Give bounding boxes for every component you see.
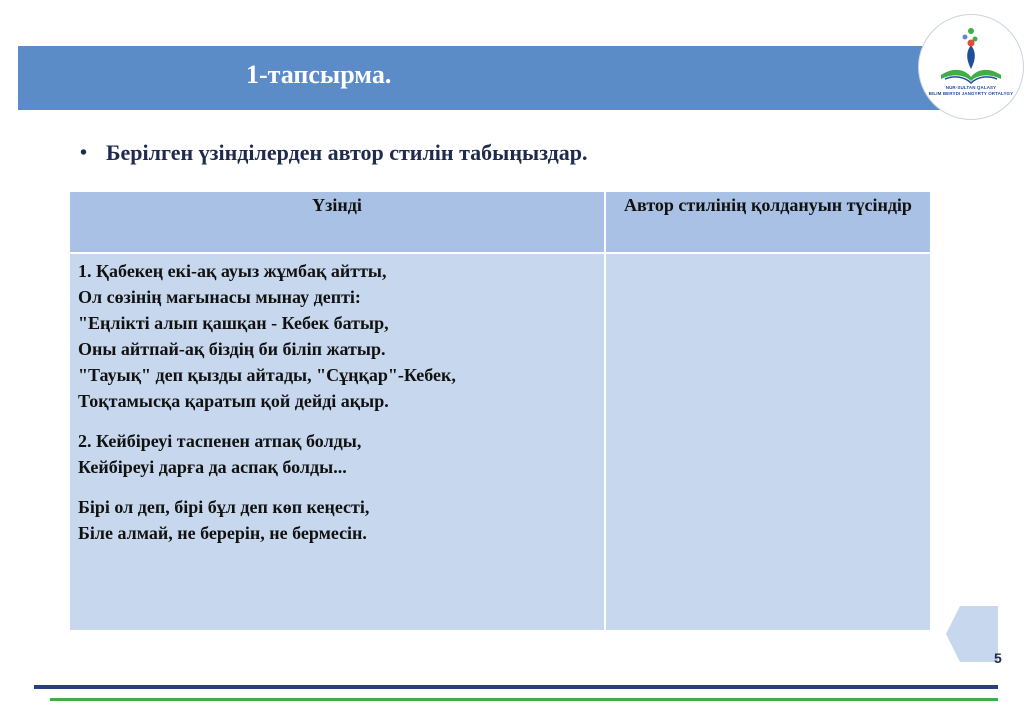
header-author-style: Автор стилінің қолдануын түсіндір [605,191,931,253]
answer-cell[interactable] [605,253,931,631]
instruction-text: Берілген үзінділерден автор стилін табыңыздар. [106,140,588,165]
poem-line: Кейбіреуі дарға да аспақ болды... [78,457,347,477]
poem-line-text: . Кейбіреуі таспенен атпақ болды, [87,431,362,451]
stanza-number: 2 [78,431,87,451]
stanza-3 [78,494,596,546]
footer-rule-blue [34,685,998,689]
poem-line: "Еңлікті алып қашқан - Кебек батыр, [78,313,389,333]
poem-line: Бірі ол деп, бірі бұл деп көп кеңесті, [78,497,370,517]
poem-line: Ол сөзінің мағынасы мынау депті: [78,287,361,307]
page-number: 5 [994,650,1002,666]
poem-line: "Тауық" деп қызды айтады, "Сұңқар"-Кебек, [78,365,456,385]
task-table [68,190,932,632]
poem-line: 1. Қабекең екі-ақ ауыз жұмбақ айтты, [78,261,387,281]
logo [918,14,1024,120]
poem-line: Біле алмай, не берерін, не бермесін. [78,523,367,543]
footer-rule-green [50,698,998,701]
table-row [69,253,931,631]
bullet-icon: • [80,142,88,164]
table-header-row [69,191,931,253]
poem-line [78,428,596,454]
poem-line: Тоқтамысқа қаратып қой дейді ақыр. [78,391,389,411]
corner-tab-icon [946,606,998,662]
logo-text-line2: BILIM BERYDI JANGYRTY ORTALYGY [928,91,1014,96]
slide-title: 1-тапсырма. [246,60,392,89]
stanza-2 [78,428,596,480]
instruction [80,140,588,166]
logo-text-line1: NUR-SULTAN QALASY [945,85,997,90]
poem-line: Оны айтпай-ақ біздің би біліп жатыр. [78,339,386,359]
education-center-logo-icon [919,15,1023,119]
title-bar [18,46,970,110]
header-excerpt: Үзінді [69,191,605,253]
stanza-1 [78,258,596,414]
excerpt-cell [69,253,605,631]
